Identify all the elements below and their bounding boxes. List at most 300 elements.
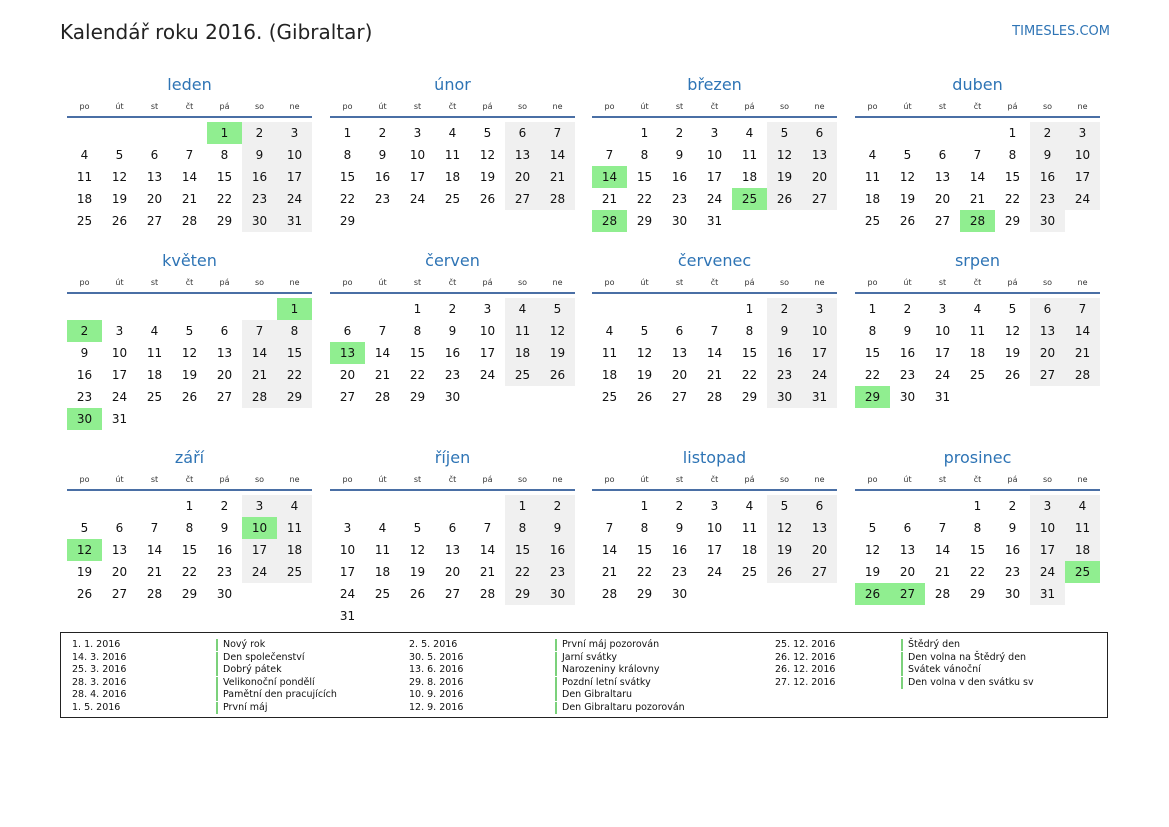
holiday-day-cell: 12 <box>67 539 102 561</box>
day-cell: 1 <box>868 302 877 316</box>
legend-holiday-name: První máj pozorován <box>555 639 659 651</box>
day-cell: 22 <box>505 561 540 583</box>
weekday-label: so <box>517 102 528 111</box>
day-cell: 28 <box>1065 364 1100 386</box>
day-cell: 21 <box>1065 342 1100 364</box>
month-8 <box>67 443 312 601</box>
month-3 <box>855 70 1100 228</box>
day-cell: 22 <box>636 565 653 579</box>
day-cell: 31 <box>802 386 837 408</box>
day-cell: 8 <box>973 521 982 535</box>
day-cell: 21 <box>934 565 951 579</box>
day-cell: 19 <box>479 170 496 184</box>
day-cell: 4 <box>505 298 540 320</box>
weekday-label: ne <box>1077 102 1088 111</box>
day-cell: 29 <box>636 214 653 228</box>
day-cell: 31 <box>277 210 312 232</box>
day-cell: 20 <box>216 368 233 382</box>
day-cell: 20 <box>146 192 163 206</box>
day-cell: 28 <box>146 587 163 601</box>
day-cell: 5 <box>185 324 194 338</box>
day-cell: 23 <box>374 192 391 206</box>
day-cell: 11 <box>969 324 986 338</box>
weekday-label: st <box>675 475 684 484</box>
day-cell: 14 <box>1065 320 1100 342</box>
day-cell: 18 <box>146 368 163 382</box>
holiday-day-cell: 13 <box>330 342 365 364</box>
day-cell: 2 <box>675 499 684 513</box>
legend-date: 12. 9. 2016 <box>409 701 464 713</box>
day-cell: 24 <box>111 390 128 404</box>
weekday-label: so <box>779 102 790 111</box>
day-cell: 26 <box>636 390 653 404</box>
day-cell: 25 <box>374 587 391 601</box>
day-cell: 31 <box>934 390 951 404</box>
weekday-label: po <box>604 278 615 287</box>
day-cell: 4 <box>277 495 312 517</box>
day-cell: 16 <box>1030 166 1065 188</box>
day-cell: 14 <box>969 170 986 184</box>
legend-date: 28. 3. 2016 <box>72 676 127 688</box>
month-name: červenec <box>677 251 752 270</box>
day-cell: 12 <box>479 148 496 162</box>
day-cell: 25 <box>969 368 986 382</box>
day-cell: 6 <box>938 148 947 162</box>
holiday-day-cell: 27 <box>890 583 925 605</box>
day-cell: 17 <box>802 342 837 364</box>
day-cell: 28 <box>374 390 391 404</box>
day-cell: 12 <box>636 346 653 360</box>
day-cell: 12 <box>899 170 916 184</box>
day-cell: 8 <box>413 324 422 338</box>
legend-holiday-name: Den volna v den svátku sv <box>901 677 1034 689</box>
weekday-label: po <box>867 278 878 287</box>
day-cell: 6 <box>802 495 837 517</box>
day-cell: 7 <box>973 148 982 162</box>
day-cell: 11 <box>601 346 618 360</box>
weekday-label: čt <box>185 278 194 287</box>
weekday-label: út <box>640 278 649 287</box>
day-cell: 25 <box>444 192 461 206</box>
day-cell: 5 <box>868 521 877 535</box>
day-cell: 4 <box>745 126 754 140</box>
legend-date: 14. 3. 2016 <box>72 651 127 663</box>
day-cell: 4 <box>1065 495 1100 517</box>
day-cell: 23 <box>216 565 233 579</box>
weekday-label: so <box>517 475 528 484</box>
day-cell: 17 <box>339 565 356 579</box>
day-cell: 18 <box>76 192 93 206</box>
day-cell: 13 <box>934 170 951 184</box>
day-cell: 27 <box>934 214 951 228</box>
weekday-label: pá <box>219 475 230 484</box>
day-cell: 13 <box>802 144 837 166</box>
day-cell: 29 <box>741 390 758 404</box>
day-cell: 29 <box>505 583 540 605</box>
month-9 <box>330 443 575 623</box>
holiday-day-cell: 14 <box>592 166 627 188</box>
day-cell: 5 <box>903 148 912 162</box>
day-cell: 25 <box>505 364 540 386</box>
weekday-label: st <box>413 102 422 111</box>
day-cell: 23 <box>671 192 688 206</box>
weekday-label: st <box>675 102 684 111</box>
day-cell: 25 <box>741 565 758 579</box>
weekday-label: čt <box>185 102 194 111</box>
day-cell: 14 <box>934 543 951 557</box>
day-cell: 24 <box>409 192 426 206</box>
weekday-label: po <box>342 475 353 484</box>
day-cell: 10 <box>479 324 496 338</box>
day-cell: 24 <box>277 188 312 210</box>
day-cell: 29 <box>277 386 312 408</box>
day-cell: 23 <box>1004 565 1021 579</box>
day-cell: 7 <box>150 521 159 535</box>
day-cell: 22 <box>969 565 986 579</box>
month-5 <box>330 246 575 404</box>
day-cell: 21 <box>601 565 618 579</box>
day-cell: 1 <box>343 126 352 140</box>
weekday-label: so <box>254 102 265 111</box>
weekday-header <box>592 276 837 294</box>
day-cell: 17 <box>111 368 128 382</box>
day-cell: 1 <box>413 302 422 316</box>
weekday-label: po <box>79 475 90 484</box>
weekday-label: út <box>640 475 649 484</box>
day-cell: 31 <box>1030 583 1065 605</box>
day-cell: 25 <box>277 561 312 583</box>
holiday-day-cell: 26 <box>855 583 890 605</box>
day-cell: 4 <box>605 324 614 338</box>
day-cell: 26 <box>767 188 802 210</box>
day-cell: 30 <box>216 587 233 601</box>
day-cell: 7 <box>540 122 575 144</box>
day-cell: 19 <box>1004 346 1021 360</box>
holiday-day-cell: 28 <box>960 210 995 232</box>
day-cell: 23 <box>899 368 916 382</box>
weekday-label: pá <box>1007 475 1018 484</box>
weekday-header <box>330 276 575 294</box>
day-cell: 20 <box>934 192 951 206</box>
day-cell: 21 <box>181 192 198 206</box>
day-cell: 15 <box>969 543 986 557</box>
legend-date: 29. 8. 2016 <box>409 676 464 688</box>
month-name: říjen <box>434 448 471 467</box>
legend-date: 1. 1. 2016 <box>72 639 121 650</box>
day-cell: 8 <box>277 320 312 342</box>
day-cell: 6 <box>343 324 352 338</box>
weekday-label: ne <box>289 278 300 287</box>
legend-holiday-name: Den Gibraltaru <box>555 689 632 701</box>
day-cell: 3 <box>802 298 837 320</box>
month-name: duben <box>952 75 1003 94</box>
site-link[interactable]: TIMESLES.COM <box>1012 24 1110 39</box>
weekday-label: so <box>779 278 790 287</box>
day-cell: 26 <box>111 214 128 228</box>
weekday-label: po <box>79 102 90 111</box>
day-cell: 19 <box>409 565 426 579</box>
day-cell: 10 <box>934 324 951 338</box>
day-cell: 29 <box>339 214 356 228</box>
day-cell: 18 <box>601 368 618 382</box>
day-cell: 27 <box>444 587 461 601</box>
day-cell: 6 <box>150 148 159 162</box>
day-cell: 4 <box>868 148 877 162</box>
day-cell: 22 <box>277 364 312 386</box>
day-cell: 20 <box>802 539 837 561</box>
day-cell: 17 <box>277 166 312 188</box>
weekday-label: út <box>115 102 124 111</box>
day-cell: 6 <box>802 122 837 144</box>
day-cell: 16 <box>216 543 233 557</box>
day-cell: 3 <box>343 521 352 535</box>
day-cell: 18 <box>277 539 312 561</box>
day-cell: 27 <box>216 390 233 404</box>
holiday-day-cell: 1 <box>277 298 312 320</box>
legend-holiday-name: Den Gibraltaru pozorován <box>555 702 685 714</box>
day-cell: 30 <box>899 390 916 404</box>
day-cell: 11 <box>1065 517 1100 539</box>
month-7 <box>855 246 1100 404</box>
day-cell: 23 <box>242 188 277 210</box>
day-cell: 24 <box>339 587 356 601</box>
legend-date: 27. 12. 2016 <box>775 676 836 688</box>
day-cell: 3 <box>115 324 124 338</box>
weekday-header <box>330 100 575 118</box>
weekday-label: út <box>903 278 912 287</box>
weekday-label: ne <box>814 475 825 484</box>
day-cell: 24 <box>1030 561 1065 583</box>
legend-holiday-name: Den společenství <box>216 652 305 664</box>
weekday-label: út <box>115 278 124 287</box>
day-cell: 1 <box>1008 126 1017 140</box>
day-cell: 15 <box>1004 170 1021 184</box>
day-cell: 12 <box>1004 324 1021 338</box>
weekday-label: po <box>867 102 878 111</box>
day-cell: 27 <box>1030 364 1065 386</box>
day-cell: 25 <box>146 390 163 404</box>
weekday-label: pá <box>744 475 755 484</box>
day-cell: 11 <box>277 517 312 539</box>
weekday-label: út <box>115 475 124 484</box>
day-cell: 3 <box>938 302 947 316</box>
day-cell: 2 <box>220 499 229 513</box>
day-cell: 3 <box>483 302 492 316</box>
day-cell: 5 <box>483 126 492 140</box>
day-cell: 6 <box>675 324 684 338</box>
day-cell: 8 <box>640 521 649 535</box>
day-cell: 7 <box>605 521 614 535</box>
day-cell: 6 <box>115 521 124 535</box>
day-cell: 26 <box>181 390 198 404</box>
day-cell: 12 <box>864 543 881 557</box>
day-cell: 21 <box>374 368 391 382</box>
day-cell: 21 <box>540 166 575 188</box>
day-cell: 11 <box>146 346 163 360</box>
day-cell: 22 <box>1004 192 1021 206</box>
day-cell: 7 <box>710 324 719 338</box>
day-cell: 2 <box>378 126 387 140</box>
weekday-label: út <box>640 102 649 111</box>
day-cell: 15 <box>741 346 758 360</box>
weekday-label: po <box>604 102 615 111</box>
day-cell: 7 <box>242 320 277 342</box>
weekday-label: út <box>378 278 387 287</box>
weekday-label: pá <box>219 102 230 111</box>
weekday-label: po <box>604 475 615 484</box>
day-cell: 20 <box>505 166 540 188</box>
day-cell: 9 <box>80 346 89 360</box>
weekday-label: po <box>867 475 878 484</box>
day-cell: 11 <box>76 170 93 184</box>
day-cell: 16 <box>899 346 916 360</box>
day-cell: 1 <box>640 126 649 140</box>
day-cell: 2 <box>903 302 912 316</box>
day-cell: 9 <box>675 148 684 162</box>
holiday-day-cell: 25 <box>1065 561 1100 583</box>
day-cell: 3 <box>710 499 719 513</box>
legend-date: 1. 5. 2016 <box>72 701 121 713</box>
day-cell: 22 <box>741 368 758 382</box>
day-cell: 7 <box>483 521 492 535</box>
weekday-label: pá <box>744 278 755 287</box>
day-cell: 30 <box>444 390 461 404</box>
weekday-header <box>855 276 1100 294</box>
legend-holiday-name: Den volna na Štědrý den <box>901 652 1026 664</box>
day-cell: 30 <box>242 210 277 232</box>
holiday-day-cell: 25 <box>732 188 767 210</box>
day-cell: 21 <box>242 364 277 386</box>
day-cell: 18 <box>741 543 758 557</box>
day-cell: 27 <box>802 561 837 583</box>
day-cell: 11 <box>374 543 391 557</box>
month-6 <box>592 246 837 404</box>
day-cell: 16 <box>540 539 575 561</box>
weekday-label: ne <box>289 475 300 484</box>
day-cell: 16 <box>444 346 461 360</box>
weekday-label: st <box>938 278 947 287</box>
day-cell: 9 <box>378 148 387 162</box>
day-cell: 3 <box>1030 495 1065 517</box>
day-cell: 19 <box>181 368 198 382</box>
month-4 <box>67 246 312 426</box>
day-cell: 27 <box>671 390 688 404</box>
weekday-label: čt <box>448 475 457 484</box>
weekday-label: pá <box>482 278 493 287</box>
day-cell: 5 <box>767 495 802 517</box>
day-cell: 18 <box>374 565 391 579</box>
day-cell: 24 <box>1065 188 1100 210</box>
month-name: únor <box>434 75 471 94</box>
day-cell: 1 <box>745 302 754 316</box>
month-name: květen <box>162 251 217 270</box>
day-cell: 16 <box>671 543 688 557</box>
day-cell: 2 <box>448 302 457 316</box>
day-cell: 13 <box>899 543 916 557</box>
day-cell: 5 <box>80 521 89 535</box>
day-cell: 14 <box>540 144 575 166</box>
day-cell: 14 <box>146 543 163 557</box>
day-cell: 14 <box>181 170 198 184</box>
day-cell: 10 <box>706 148 723 162</box>
legend-holiday-name: Pamětní den pracujících <box>216 689 337 701</box>
day-cell: 27 <box>802 188 837 210</box>
day-cell: 29 <box>1004 214 1021 228</box>
legend-holiday-name: Pozdní letní svátky <box>555 677 651 689</box>
weekday-label: pá <box>1007 102 1018 111</box>
day-cell: 9 <box>448 324 457 338</box>
day-cell: 9 <box>903 324 912 338</box>
day-cell: 4 <box>973 302 982 316</box>
day-cell: 23 <box>540 561 575 583</box>
weekday-header <box>67 473 312 491</box>
day-cell: 19 <box>636 368 653 382</box>
weekday-label: čt <box>973 278 982 287</box>
day-cell: 26 <box>767 561 802 583</box>
weekday-label: ne <box>1077 278 1088 287</box>
day-cell: 12 <box>767 517 802 539</box>
day-cell: 21 <box>146 565 163 579</box>
day-cell: 2 <box>242 122 277 144</box>
day-cell: 30 <box>671 214 688 228</box>
day-cell: 11 <box>864 170 881 184</box>
day-cell: 20 <box>802 166 837 188</box>
day-cell: 5 <box>767 122 802 144</box>
legend-holiday-name: První máj <box>216 702 268 714</box>
weekday-header <box>855 100 1100 118</box>
day-cell: 8 <box>505 517 540 539</box>
legend-holiday-name: Štědrý den <box>901 639 960 651</box>
day-cell: 26 <box>479 192 496 206</box>
legend-date: 25. 3. 2016 <box>72 664 127 675</box>
legend-date: 28. 4. 2016 <box>72 689 127 700</box>
day-cell: 29 <box>636 587 653 601</box>
day-cell: 19 <box>767 166 802 188</box>
day-cell: 17 <box>479 346 496 360</box>
day-cell: 17 <box>1065 166 1100 188</box>
day-cell: 9 <box>220 521 229 535</box>
day-cell: 2 <box>1030 122 1065 144</box>
day-cell: 3 <box>242 495 277 517</box>
day-cell: 15 <box>216 170 233 184</box>
day-cell: 6 <box>220 324 229 338</box>
day-cell: 18 <box>741 170 758 184</box>
day-cell: 7 <box>378 324 387 338</box>
weekday-label: po <box>79 278 90 287</box>
weekday-header <box>67 100 312 118</box>
day-cell: 20 <box>339 368 356 382</box>
day-cell: 17 <box>1030 539 1065 561</box>
legend-date: 10. 9. 2016 <box>409 689 464 700</box>
weekday-label: so <box>254 278 265 287</box>
day-cell: 1 <box>973 499 982 513</box>
month-2 <box>592 70 837 228</box>
day-cell: 19 <box>76 565 93 579</box>
day-cell: 5 <box>413 521 422 535</box>
day-cell: 22 <box>339 192 356 206</box>
day-cell: 7 <box>605 148 614 162</box>
weekday-label: út <box>903 475 912 484</box>
day-cell: 5 <box>540 298 575 320</box>
day-cell: 28 <box>706 390 723 404</box>
day-cell: 20 <box>111 565 128 579</box>
day-cell: 5 <box>1008 302 1017 316</box>
day-cell: 16 <box>671 170 688 184</box>
day-cell: 17 <box>934 346 951 360</box>
legend-date: 26. 12. 2016 <box>775 664 836 675</box>
day-cell: 26 <box>76 587 93 601</box>
day-cell: 14 <box>706 346 723 360</box>
